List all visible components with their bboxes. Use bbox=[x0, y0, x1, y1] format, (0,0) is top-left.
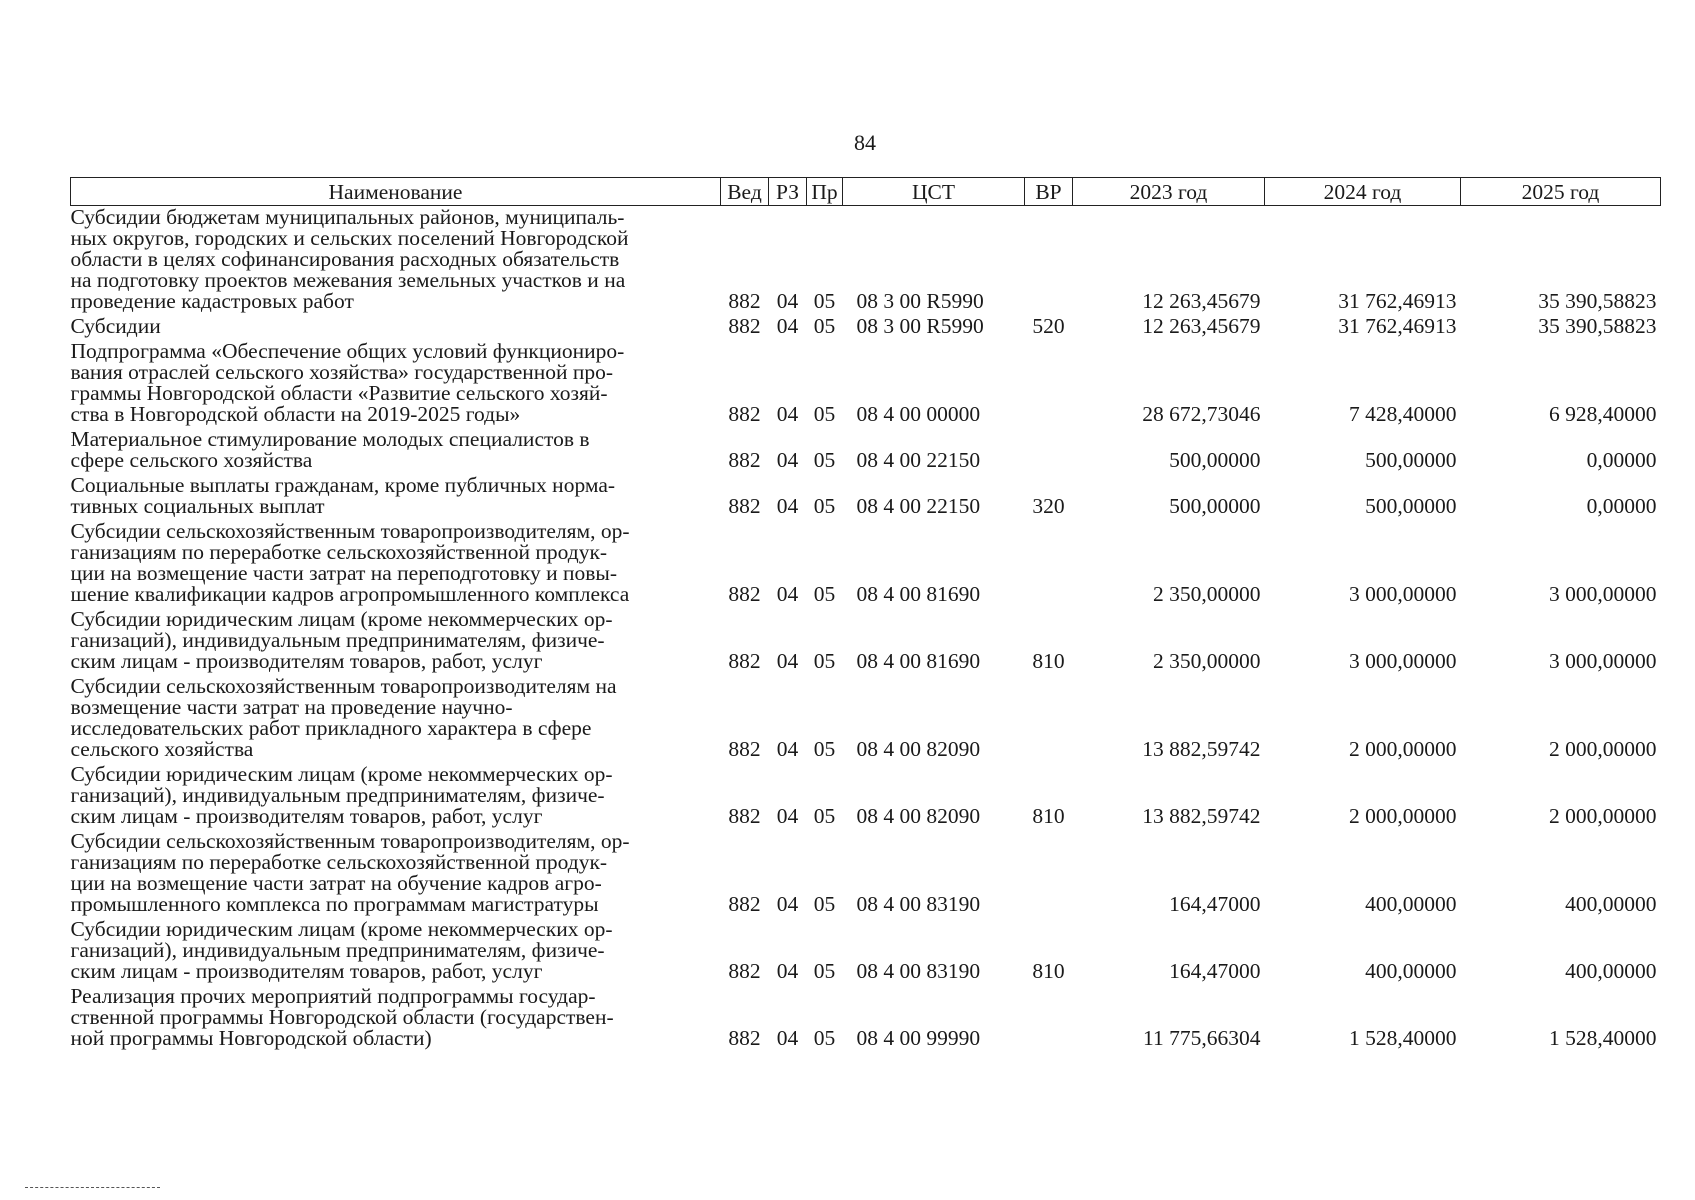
row-2024: 2 000,00000 bbox=[1349, 737, 1457, 761]
row-pr: 05 bbox=[813, 649, 836, 673]
table-row bbox=[71, 206, 1661, 316]
row-pr: 05 bbox=[813, 494, 836, 518]
header-pr: Пр bbox=[807, 178, 843, 206]
table-row bbox=[71, 520, 1661, 608]
header-2023: 2023 год bbox=[1073, 178, 1265, 206]
row-ved: 882 bbox=[728, 582, 761, 606]
row-2025: 3 000,00000 bbox=[1549, 582, 1657, 606]
table-row bbox=[71, 763, 1661, 830]
row-cst: 08 3 00 R5990 bbox=[856, 314, 984, 338]
row-vr bbox=[1025, 428, 1073, 474]
row-2025: 6 928,40000 bbox=[1549, 402, 1657, 426]
row-ved: 882 bbox=[728, 448, 761, 472]
row-2023: 11 775,66304 bbox=[1143, 1026, 1261, 1050]
header-vr: ВР bbox=[1025, 178, 1073, 206]
table-row bbox=[71, 985, 1661, 1052]
row-2024: 31 762,46913 bbox=[1338, 289, 1457, 313]
row-2023: 13 882,59742 bbox=[1142, 804, 1261, 828]
row-pr: 05 bbox=[813, 737, 836, 761]
header-2025: 2025 год bbox=[1461, 178, 1661, 206]
row-vr bbox=[1025, 985, 1073, 1052]
row-pr: 05 bbox=[813, 448, 836, 472]
row-2023: 12 263,45679 bbox=[1142, 314, 1261, 338]
row-ved: 882 bbox=[728, 737, 761, 761]
row-rz: 04 bbox=[776, 959, 799, 983]
row-cst: 08 4 00 82090 bbox=[856, 804, 981, 828]
row-name: Субсидии бюджетам муниципальных районов, муниципаль- ных округов, городских и сельских поселений Новгородской области в целях софинансирования расходных обязательств на подготовку проектов межевания земельных участков и на проведение кадастровых работ bbox=[70, 205, 629, 313]
row-ved: 882 bbox=[728, 804, 761, 828]
row-2023: 500,00000 bbox=[1169, 448, 1261, 472]
row-vr bbox=[1025, 520, 1073, 608]
header-2024: 2024 год bbox=[1265, 178, 1461, 206]
table-row bbox=[71, 675, 1661, 763]
row-rz: 04 bbox=[776, 582, 799, 606]
row-name: Реализация прочих мероприятий подпрограммы государ- ственной программы Новгородской области (государствен- ной программы Новгородской области) bbox=[70, 984, 614, 1050]
row-2023: 2 350,00000 bbox=[1153, 649, 1261, 673]
row-pr: 05 bbox=[813, 289, 836, 313]
row-vr: 810 bbox=[1032, 959, 1065, 983]
row-ved: 882 bbox=[728, 959, 761, 983]
row-name: Субсидии сельскохозяйственным товаропроизводителям, ор- ганизациям по переработке сельскохозяйственной продук- ции на возмещение части затрат на обучение кадров агро- промышленного комплекса по программам магистратуры bbox=[70, 829, 630, 916]
row-rz: 04 bbox=[776, 289, 799, 313]
row-pr: 05 bbox=[813, 582, 836, 606]
row-rz: 04 bbox=[776, 737, 799, 761]
row-2025: 35 390,58823 bbox=[1538, 289, 1657, 313]
row-rz: 04 bbox=[776, 448, 799, 472]
row-vr: 320 bbox=[1032, 494, 1065, 518]
row-2024: 31 762,46913 bbox=[1338, 314, 1457, 338]
row-vr: 810 bbox=[1032, 804, 1065, 828]
row-2023: 164,47000 bbox=[1169, 959, 1261, 983]
row-name: Субсидии сельскохозяйственным товаропроизводителям на возмещение части затрат на проведение научно- исследовательских работ прикладного характера в сфере сельского хозяйства bbox=[70, 674, 617, 761]
row-2025: 0,00000 bbox=[1586, 448, 1657, 472]
row-cst: 08 4 00 99990 bbox=[856, 1026, 981, 1050]
row-cst: 08 4 00 00000 bbox=[856, 402, 981, 426]
row-2025: 35 390,58823 bbox=[1538, 314, 1657, 338]
row-pr: 05 bbox=[813, 892, 836, 916]
row-cst: 08 4 00 81690 bbox=[856, 649, 981, 673]
row-cst: 08 3 00 R5990 bbox=[856, 289, 984, 313]
row-pr: 05 bbox=[813, 1026, 836, 1050]
row-ved: 882 bbox=[728, 314, 761, 338]
row-name: Субсидии юридическим лицам (кроме некоммерческих ор- ганизаций), индивидуальным предпринимателям, физиче- ским лицам - производителям товаров, работ, услуг bbox=[70, 762, 613, 828]
row-pr: 05 bbox=[813, 959, 836, 983]
row-2025: 2 000,00000 bbox=[1549, 804, 1657, 828]
row-rz: 04 bbox=[776, 314, 799, 338]
row-rz: 04 bbox=[776, 649, 799, 673]
row-name: Социальные выплаты гражданам, кроме публичных норма- тивных социальных выплат bbox=[70, 473, 616, 518]
table-row bbox=[71, 315, 1661, 340]
row-2025: 400,00000 bbox=[1565, 892, 1657, 916]
row-2023: 13 882,59742 bbox=[1142, 737, 1261, 761]
row-2025: 400,00000 bbox=[1565, 959, 1657, 983]
row-2023: 2 350,00000 bbox=[1153, 582, 1261, 606]
row-pr: 05 bbox=[813, 804, 836, 828]
row-name: Субсидии сельскохозяйственным товаропроизводителям, ор- ганизациям по переработке сельскохозяйственной продук- ции на возмещение части затрат на переподготовку и повы- шение квалификации кадров агропромышленного комплекса bbox=[70, 519, 630, 606]
row-2025: 2 000,00000 bbox=[1549, 737, 1657, 761]
row-vr: 520 bbox=[1032, 314, 1065, 338]
row-name: Субсидии bbox=[70, 314, 161, 338]
row-rz: 04 bbox=[776, 892, 799, 916]
row-pr: 05 bbox=[813, 314, 836, 338]
row-2024: 500,00000 bbox=[1365, 494, 1457, 518]
table-row bbox=[71, 608, 1661, 675]
header-rz: РЗ bbox=[769, 178, 807, 206]
header-name: Наименование bbox=[71, 178, 721, 206]
row-2024: 1 528,40000 bbox=[1349, 1026, 1457, 1050]
row-2024: 400,00000 bbox=[1365, 959, 1457, 983]
table-row bbox=[71, 918, 1661, 985]
row-ved: 882 bbox=[728, 402, 761, 426]
row-vr bbox=[1025, 206, 1073, 316]
page-number: 84 bbox=[854, 130, 876, 155]
row-2025: 1 528,40000 bbox=[1549, 1026, 1657, 1050]
row-rz: 04 bbox=[776, 494, 799, 518]
row-cst: 08 4 00 82090 bbox=[856, 737, 981, 761]
row-cst: 08 4 00 83190 bbox=[856, 959, 981, 983]
row-ved: 882 bbox=[728, 892, 761, 916]
row-cst: 08 4 00 81690 bbox=[856, 582, 981, 606]
row-rz: 04 bbox=[776, 402, 799, 426]
footnote-divider bbox=[25, 1187, 160, 1188]
row-2024: 400,00000 bbox=[1365, 892, 1457, 916]
table-row bbox=[71, 474, 1661, 520]
row-2024: 500,00000 bbox=[1365, 448, 1457, 472]
row-rz: 04 bbox=[776, 804, 799, 828]
row-cst: 08 4 00 83190 bbox=[856, 892, 981, 916]
row-2023: 12 263,45679 bbox=[1142, 289, 1261, 313]
row-2024: 3 000,00000 bbox=[1349, 649, 1457, 673]
row-2024: 2 000,00000 bbox=[1349, 804, 1457, 828]
table-row bbox=[71, 340, 1661, 428]
row-ved: 882 bbox=[728, 289, 761, 313]
row-vr bbox=[1025, 830, 1073, 918]
row-2024: 7 428,40000 bbox=[1349, 402, 1457, 426]
row-vr: 810 bbox=[1032, 649, 1065, 673]
row-cst: 08 4 00 22150 bbox=[856, 494, 981, 518]
budget-table bbox=[70, 177, 1661, 1052]
row-pr: 05 bbox=[813, 402, 836, 426]
row-2023: 164,47000 bbox=[1169, 892, 1261, 916]
header-cst: ЦСТ bbox=[843, 178, 1025, 206]
table-header-row bbox=[71, 178, 1661, 206]
row-vr bbox=[1025, 675, 1073, 763]
row-name: Субсидии юридическим лицам (кроме некоммерческих ор- ганизаций), индивидуальным предпринимателям, физиче- ским лицам - производителям товаров, работ, услуг bbox=[70, 917, 613, 983]
row-name: Субсидии юридическим лицам (кроме некоммерческих ор- ганизаций), индивидуальным предпринимателям, физиче- ским лицам - производителям товаров, работ, услуг bbox=[70, 607, 613, 673]
row-vr bbox=[1025, 340, 1073, 428]
row-cst: 08 4 00 22150 bbox=[856, 448, 981, 472]
row-2025: 0,00000 bbox=[1586, 494, 1657, 518]
table-row bbox=[71, 830, 1661, 918]
header-ved: Вед bbox=[721, 178, 769, 206]
row-ved: 882 bbox=[728, 649, 761, 673]
row-name: Материальное стимулирование молодых специалистов в сфере сельского хозяйства bbox=[70, 427, 590, 472]
row-2023: 28 672,73046 bbox=[1142, 402, 1261, 426]
row-ved: 882 bbox=[728, 1026, 761, 1050]
row-2023: 500,00000 bbox=[1169, 494, 1261, 518]
row-name: Подпрограмма «Обеспечение общих условий функциониро- вания отраслей сельского хозяйства» государственной про- граммы Новгородской области «Развитие сельского хозяй- ства в Новгородской области на 2019-2025 годы» bbox=[70, 339, 625, 426]
row-2025: 3 000,00000 bbox=[1549, 649, 1657, 673]
row-2024: 3 000,00000 bbox=[1349, 582, 1457, 606]
row-ved: 882 bbox=[728, 494, 761, 518]
table-row bbox=[71, 428, 1661, 474]
row-rz: 04 bbox=[776, 1026, 799, 1050]
